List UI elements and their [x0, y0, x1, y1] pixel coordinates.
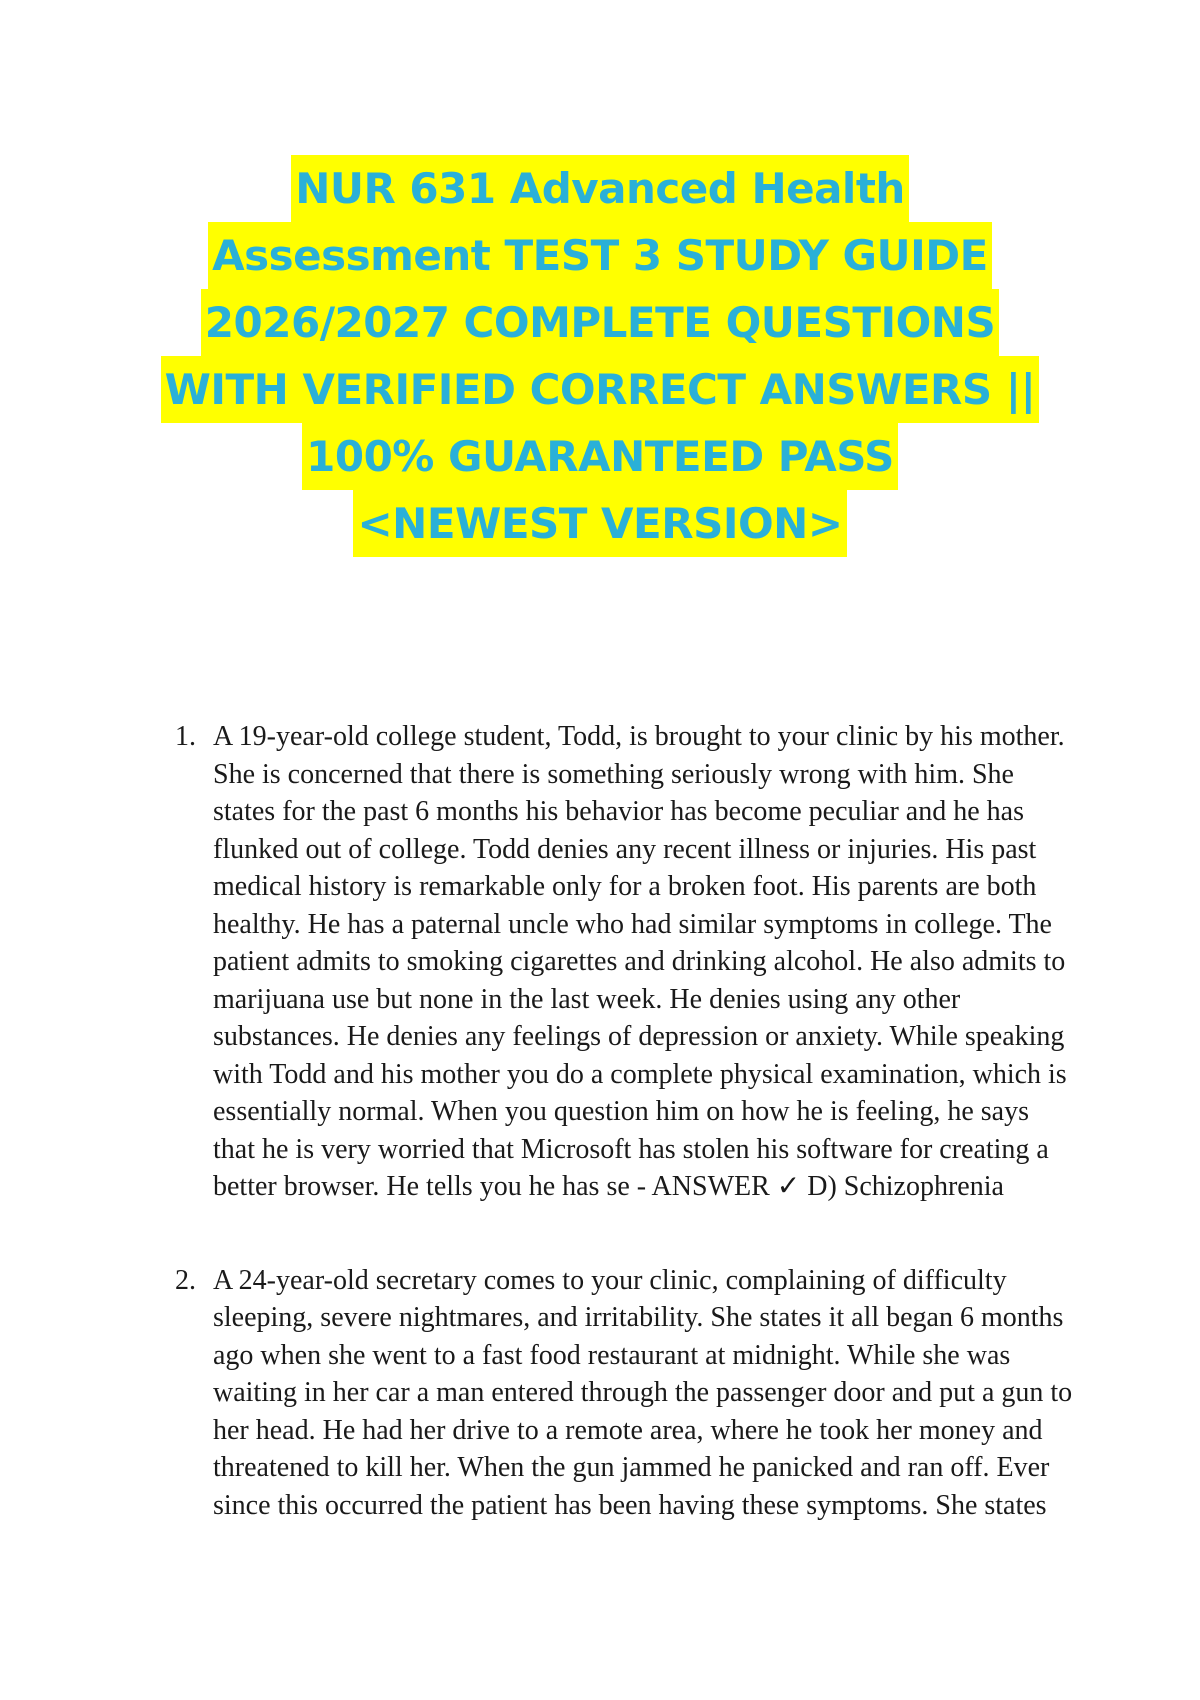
question-line: flunked out of college. Todd denies any recent illness or injuries. His past [213, 833, 1037, 865]
question-line: since this occurred the patient has been having these symptoms. She states [213, 1489, 1047, 1521]
question-line: her head. He had her drive to a remote area, where he took her money and [213, 1414, 1043, 1446]
question-line: healthy. He has a paternal uncle who had similar symptoms in college. The [213, 908, 1052, 940]
title-line-3 [0, 289, 1200, 356]
question-line: patient admits to smoking cigarettes and drinking alcohol. He also admits to [213, 946, 1066, 977]
question-line: ago when she went to a fast food restaurant at midnight. While she was [213, 1339, 1011, 1371]
title-line-text: WITH VERIFIED CORRECT ANSWERS || [161, 356, 1040, 423]
question-text [213, 1262, 1075, 1525]
question-line: that he is very worried that Microsoft has stolen his software for creating a [213, 1133, 1049, 1165]
question-line: A 19-year-old college student, Todd, is brought to your clinic by his mother. [213, 721, 1065, 752]
question-number: 2. [175, 1264, 196, 1296]
title-line-6 [0, 490, 1200, 557]
question-line: sleeping, severe nightmares, and irritability. She states it all began 6 months [213, 1302, 1064, 1333]
question-line: She is concerned that there is something seriously wrong with him. She [213, 758, 1014, 790]
question-answer-line: better browser. He tells you he has se - ANSWER ✓ D) Schizophrenia [213, 1171, 1004, 1202]
question-line: essentially normal. When you question him on how he is feeling, he says [213, 1096, 1030, 1127]
title-line-text: NUR 631 Advanced Health [291, 155, 909, 222]
title-line-2 [0, 222, 1200, 289]
title-line-text: 100% GUARANTEED PASS [302, 423, 898, 490]
title-line-text: <NEWEST VERSION> [353, 490, 846, 557]
question-1 [175, 718, 1075, 1206]
title-line-4 [0, 356, 1200, 423]
question-text [213, 718, 1075, 1206]
question-line: threatened to kill her. When the gun jammed he panicked and ran off. Ever [213, 1452, 1050, 1483]
title-line-text: 2026/2027 COMPLETE QUESTIONS [201, 289, 999, 356]
title-line-text: Assessment TEST 3 STUDY GUIDE [208, 222, 992, 289]
question-line: waiting in her car a man entered through the passenger door and put a gun to [213, 1377, 1073, 1408]
title-line-5 [0, 423, 1200, 490]
question-line: medical history is remarkable only for a broken foot. His parents are both [213, 871, 1037, 902]
question-line: states for the past 6 months his behavior has become peculiar and he has [213, 796, 1024, 827]
question-line: A 24-year-old secretary comes to your clinic, complaining of difficulty [213, 1264, 1007, 1296]
question-2 [175, 1262, 1075, 1525]
question-line: substances. He denies any feelings of depression or anxiety. While speaking [213, 1021, 1065, 1052]
question-line: marijuana use but none in the last week. He denies using any other [213, 983, 961, 1015]
question-line: with Todd and his mother you do a complete physical examination, which is [213, 1058, 1067, 1090]
document-title [0, 155, 1200, 557]
title-line-1 [0, 155, 1200, 222]
question-list [175, 718, 1075, 1580]
question-number: 1. [175, 721, 196, 752]
